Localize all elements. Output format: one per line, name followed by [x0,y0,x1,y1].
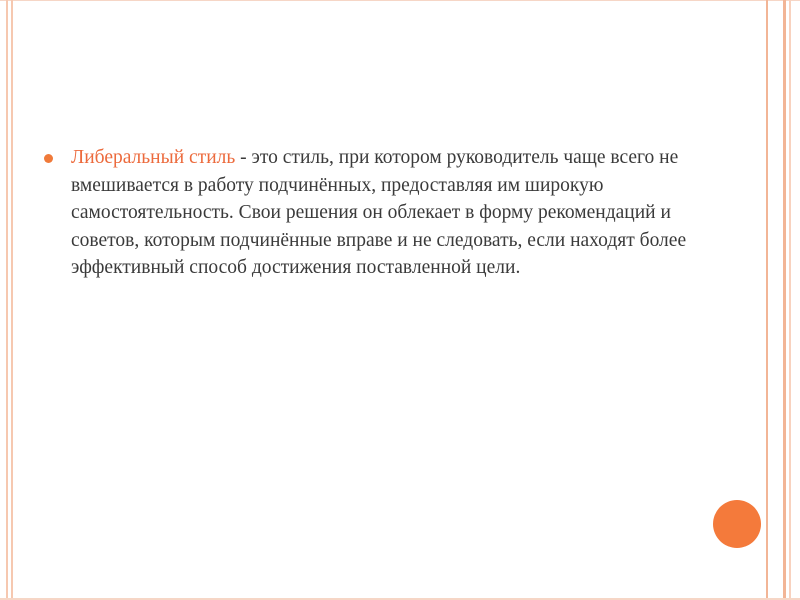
bullet-dot-icon [44,154,53,163]
slide-border-left-outer [6,0,8,600]
decorative-circle-icon [713,500,761,548]
slide-border-right-inner [766,0,768,600]
bullet-highlight-term: Либеральный стиль [71,147,236,168]
slide-border-top [0,0,800,1]
bullet-body-text: - это стиль, при котором руководитель чаще всего не вмешивается в работу подчинённых, предоставляя им широкую самостоятельность. Свои решения он облекает в форму рекомендаций и советов, которым подчинённые вправе и не следовать, если находят более эффективный способ достижения поставленной цели. [71,147,687,278]
slide-border-right-outer [789,0,791,600]
slide-border-left-inner [11,0,13,600]
slide-content [44,144,724,282]
bullet-item [44,144,724,282]
slide-border-right-middle [783,0,786,600]
